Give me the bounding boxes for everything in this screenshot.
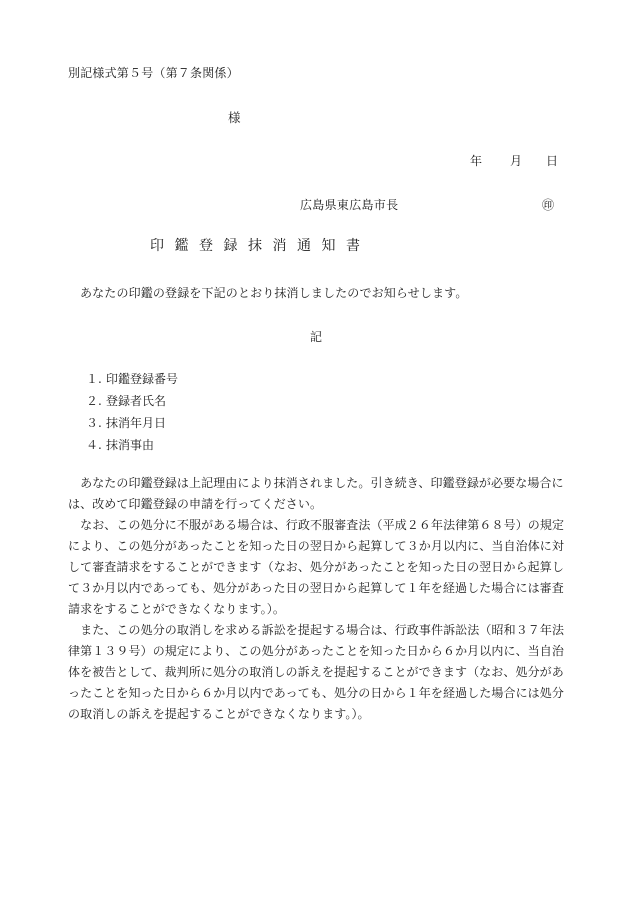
intro-text: あなたの印鑑の登録を下記のとおり抹消しましたのでお知らせします。 — [80, 286, 468, 300]
item-number: ３. — [86, 416, 102, 430]
list-item — [86, 417, 166, 429]
body-line: は、改めて印鑑登録の申請を行ってください。 — [68, 497, 323, 511]
form-label: 別記様式第５号（第７条関係） — [68, 66, 239, 80]
item-label: 印鑑登録番号 — [106, 372, 179, 386]
body-line: により、この処分があったことを知った日の翌日から起算して３か月以内に、当自治体に対 — [68, 539, 564, 553]
document-title: 印鑑登録抹消通知書 — [150, 238, 371, 254]
date-month-label: 月 — [510, 154, 523, 168]
item-label: 登録者氏名 — [106, 394, 167, 408]
item-label: 抹消事由 — [106, 438, 155, 452]
addressee-suffix: 様 — [228, 110, 241, 125]
body-line: して審査請求をすることができます（なお、処分があったことを知った日の翌日から起算し — [68, 560, 564, 574]
body-line: 律第１３９号）の規定により、この処分があったことを知った日から６か月以内に、当自治 — [68, 644, 564, 658]
body-line: 体を被告として、裁判所に処分の取消しの訴えを提起することができます（なお、処分があ — [68, 665, 564, 679]
item-number: １. — [86, 372, 102, 386]
body-line: なお、この処分に不服がある場合は、行政不服審査法（平成２６年法律第６８号）の規定 — [68, 518, 565, 532]
body-line: ったことを知った日から６か月以内であっても、処分の日から１年を経過した場合には処分 — [68, 686, 564, 700]
seal-mark: ㊞ — [542, 198, 555, 212]
date-day-label: 日 — [546, 154, 559, 168]
issuer-name: 広島県東広島市長 — [300, 198, 399, 212]
list-item — [86, 373, 178, 385]
item-number: ２. — [86, 394, 102, 408]
list-item — [86, 439, 154, 451]
item-number: ４. — [86, 438, 102, 452]
body-line: て３か月以内であっても、処分があった日の翌日から起算して１年を経過した場合には審査 — [68, 581, 564, 595]
date-row — [470, 155, 580, 169]
item-label: 抹消年月日 — [106, 416, 167, 430]
body-line: の取消しの訴えを提起することができなくなります。）。 — [68, 707, 370, 721]
ki-heading: 記 — [310, 330, 323, 344]
body-line: また、この処分の取消しを求める訴訟を提起する場合は、行政事件訴訟法（昭和３７年法 — [68, 623, 565, 637]
body-line: あなたの印鑑登録は上記理由により抹消されました。引き続き、印鑑登録が必要な場合に — [68, 476, 564, 490]
body-line: 請求をすることができなくなります。）。 — [68, 602, 285, 616]
date-year-label: 年 — [470, 154, 483, 168]
list-item — [86, 395, 166, 407]
